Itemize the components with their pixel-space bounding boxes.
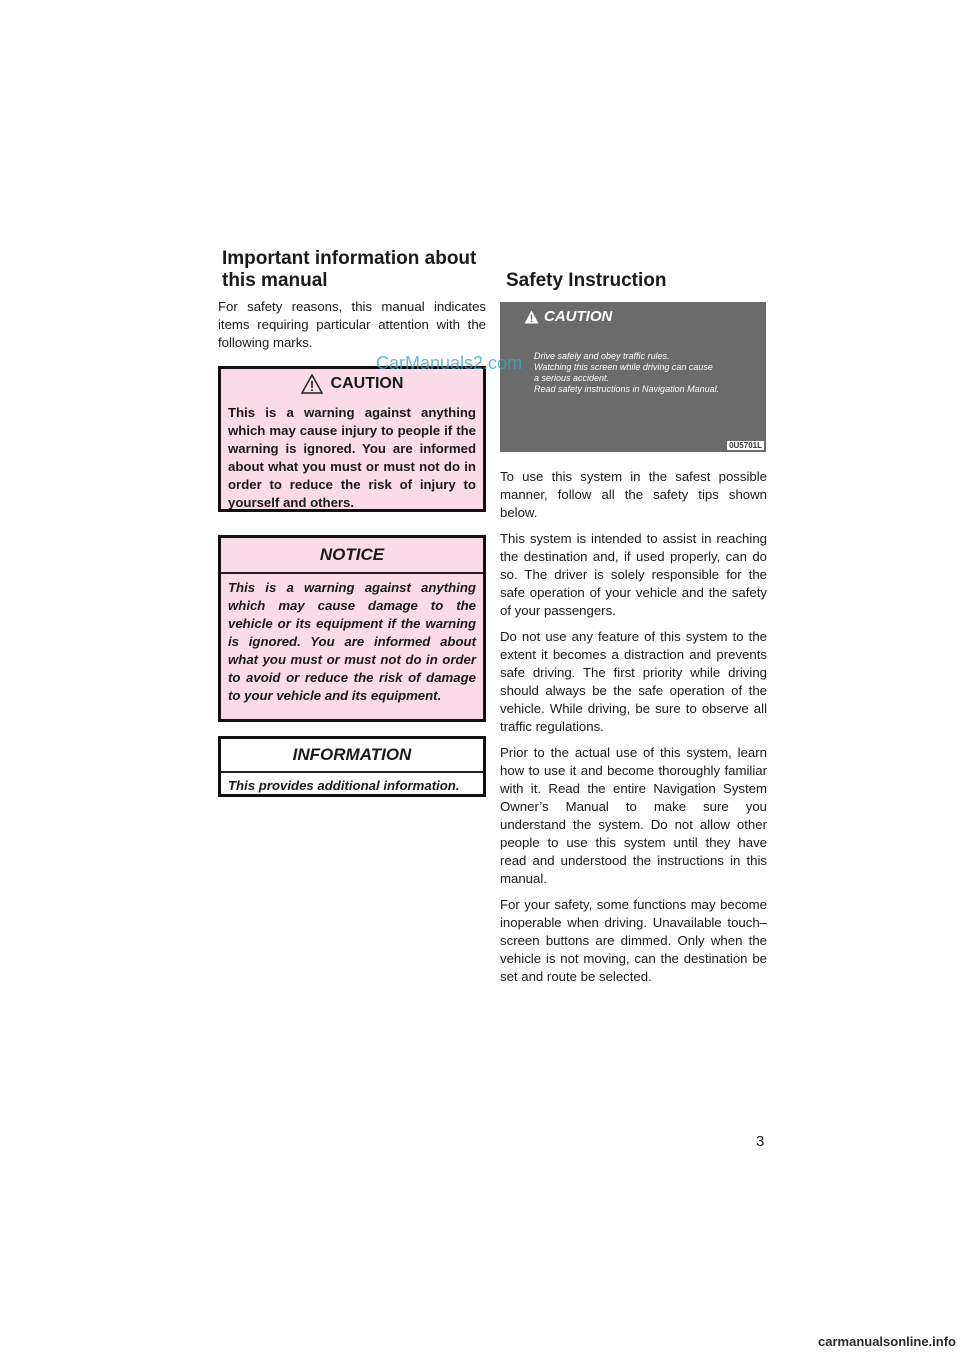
heading-line-2: this manual [222, 270, 328, 291]
screen-title-text: CAUTION [544, 308, 613, 325]
heading-line-1: Important information about [222, 248, 477, 269]
footer-watermark: carmanualsonline.info [818, 1334, 956, 1349]
safety-paragraph: For your safety, some functions may become inoperable when driving. Unavailable touch–screen buttons are dimmed. Only when the vehicle is not moving, can the destination be set and route be selected. [500, 897, 767, 984]
caution-text: This is a warning against anything which may cause injury to people if the warning is ignored. You are informed about what you must or must not do in order to reduce the risk of injury to yourself and others. [228, 405, 476, 510]
safety-paragraph: To use this system in the safest possible manner, follow all the safety tips shown below. [500, 469, 767, 520]
safety-text [500, 468, 767, 994]
screen-message [534, 351, 759, 395]
information-title: INFORMATION [292, 745, 412, 764]
caution-screen-image [500, 302, 766, 452]
information-text: This provides additional information. [228, 778, 460, 793]
site-watermark: CarManuals2.com [376, 353, 523, 373]
notice-title: NOTICE [319, 545, 385, 564]
screen-line: a serious accident. [534, 373, 610, 383]
section-heading-important-information [222, 248, 492, 292]
page-number: 3 [756, 1133, 765, 1150]
screen-caution-title [524, 308, 612, 325]
screen-line: Watching this screen while driving can cause [534, 362, 713, 372]
safety-paragraph: Do not use any feature of this system to the extent it becomes a distraction and prevents safe driving. The first priority while driving should always be the safe operation of the vehicle. While driving, be sure to observe all traffic regulations. [500, 629, 767, 734]
intro-paragraph: For safety reasons, this manual indicates items requiring particular attention with the following marks. [218, 299, 486, 350]
screen-warning-icon [524, 310, 539, 324]
safety-paragraph: Prior to the actual use of this system, learn how to use it and become thoroughly familiar with it. Read the entire Navigation System Owner’s Manual to make sure you understand the system. Do not allow other people to use this system until they have read and understood the instructions in this manual. [500, 745, 767, 886]
information-box [218, 736, 486, 797]
notice-box [218, 535, 486, 722]
warning-triangle-icon [301, 374, 323, 394]
section-heading-safety-instruction: Safety Instruction [506, 270, 667, 291]
caution-box [218, 366, 486, 512]
image-code-label: 0U5701L [729, 441, 762, 450]
screen-line: Drive safely and obey traffic rules. [534, 351, 670, 361]
notice-text: This is a warning against anything which may cause damage to the vehicle or its equipment if the warning is ignored. You are informed about what you must or must not do in order to avoid or reduce the risk of damage to your vehicle and its equipment. [228, 580, 476, 703]
screen-line: Read safety instructions in Navigation Manual. [534, 384, 720, 394]
safety-paragraph: This system is intended to assist in reaching the destination and, if used properly, can do so. The driver is solely responsible for the safe operation of your vehicle and the safety of your passengers. [500, 531, 767, 618]
caution-title: CAUTION [330, 375, 404, 392]
